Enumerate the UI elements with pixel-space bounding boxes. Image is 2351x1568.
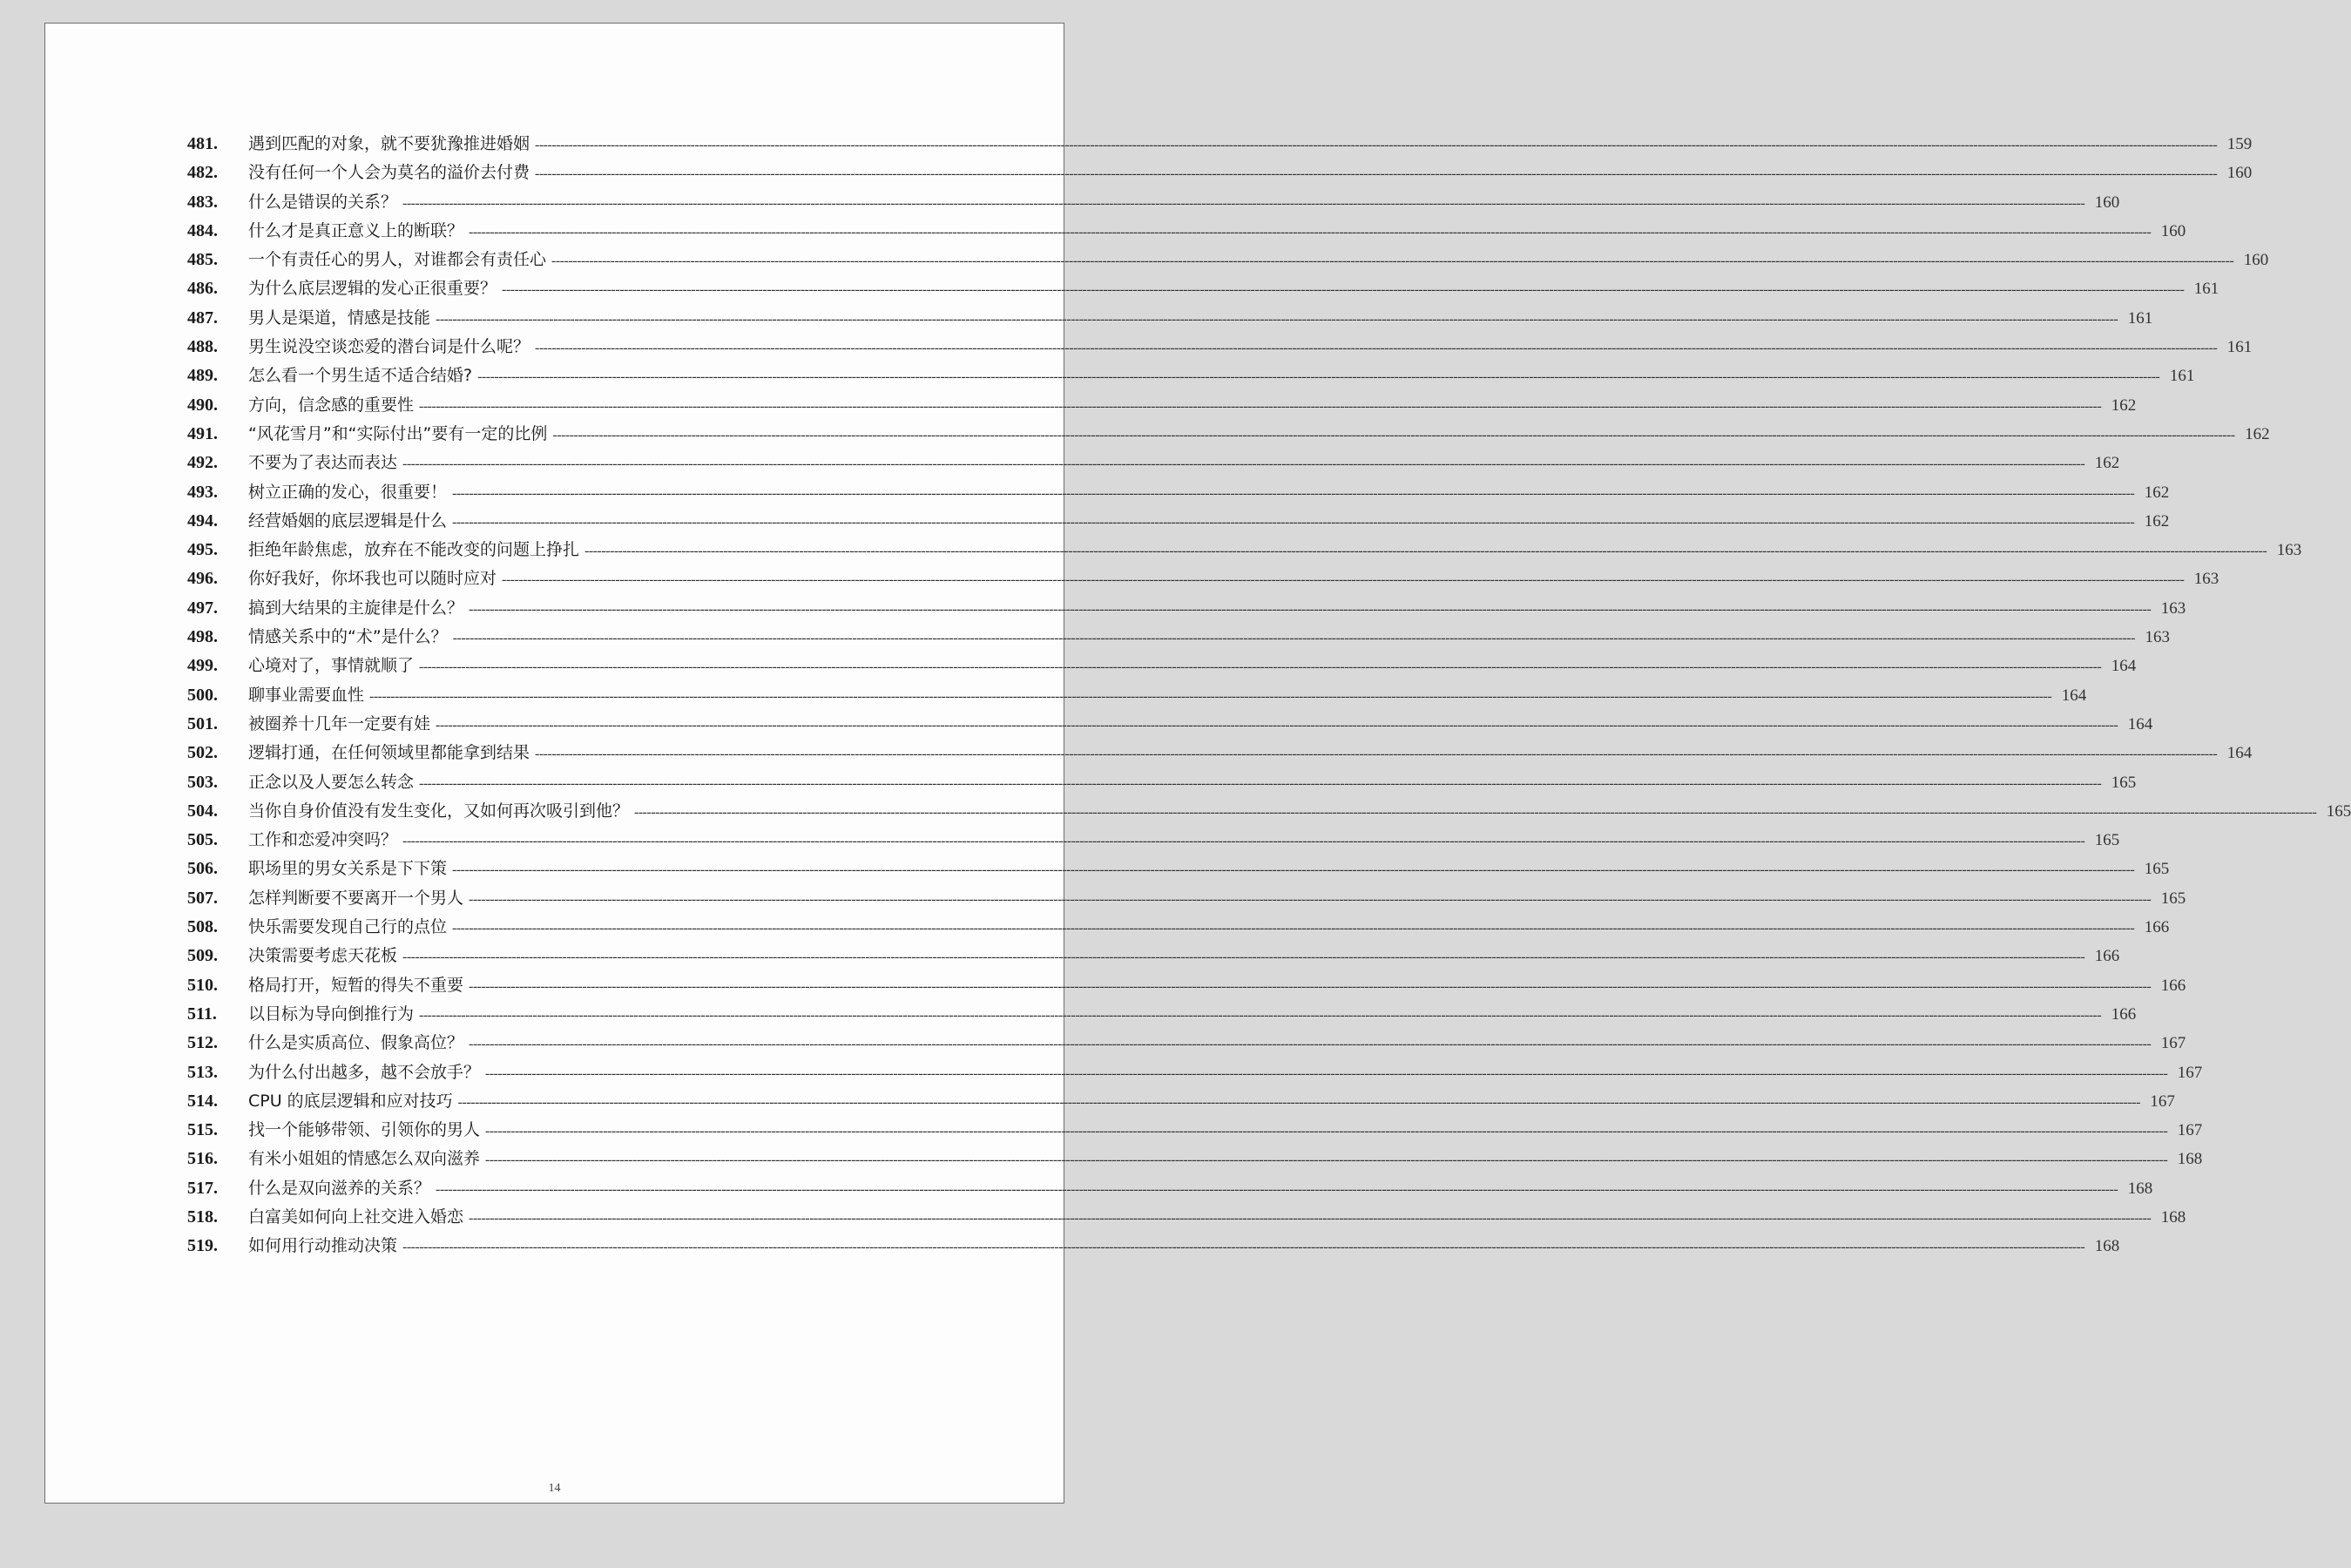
toc-entry	[187, 449, 2120, 478]
toc-entry-title: 遇到匹配的对象，就不要犹豫推进婚姻	[248, 134, 530, 153]
toc-entry	[187, 159, 2253, 188]
toc-leader-dashes: ----------------------------------------------------------------------------------------------------------------------------------------------------------------------------------------------------------------------------------------------------------------------------------------------------------------------------------------------------------------------------------------------------------------	[402, 834, 2085, 849]
toc-leader-dashes: ----------------------------------------------------------------------------------------------------------------------------------------------------------------------------------------------------------------------------------------------------------------------------------------------------------------------------------------------------------------------------------------------------------------	[469, 891, 2152, 907]
toc-entry-title: 工作和恋爱冲突吗？	[248, 830, 398, 850]
toc-entry-number: 488.	[187, 337, 218, 357]
toc-leader-dashes: ----------------------------------------------------------------------------------------------------------------------------------------------------------------------------------------------------------------------------------------------------------------------------------------------------------------------------------------------------------------------------------------------------------------	[634, 804, 2317, 820]
toc-entry-page: 161	[2226, 338, 2253, 357]
toc-entry	[187, 1030, 2186, 1058]
toc-entry-title: 没有任何一个人会为莫名的溢价去付费	[248, 163, 530, 183]
toc-entry-number: 511.	[187, 1004, 217, 1024]
toc-entry	[187, 885, 2186, 914]
toc-leader-dashes: ----------------------------------------------------------------------------------------------------------------------------------------------------------------------------------------------------------------------------------------------------------------------------------------------------------------------------------------------------------------------------------------------------------------	[552, 427, 2235, 443]
toc-entry-page: 162	[2144, 511, 2170, 531]
toc-entry-number: 504.	[187, 801, 218, 821]
toc-entry	[187, 1001, 2137, 1030]
toc-entry	[187, 218, 2186, 247]
toc-entry-page: 165	[2160, 889, 2186, 908]
toc-leader-dashes: ----------------------------------------------------------------------------------------------------------------------------------------------------------------------------------------------------------------------------------------------------------------------------------------------------------------------------------------------------------------------------------------------------------------	[584, 544, 2267, 559]
toc-entry	[187, 624, 2170, 652]
toc-leader-dashes: ----------------------------------------------------------------------------------------------------------------------------------------------------------------------------------------------------------------------------------------------------------------------------------------------------------------------------------------------------------------------------------------------------------------	[485, 1065, 2168, 1081]
toc-leader-dashes: ----------------------------------------------------------------------------------------------------------------------------------------------------------------------------------------------------------------------------------------------------------------------------------------------------------------------------------------------------------------------------------------------------------------	[551, 253, 2234, 269]
toc-entry-page: 168	[2127, 1179, 2153, 1198]
toc-entry-number: 481.	[187, 134, 218, 153]
toc-entry-title: 格局打开，短暂的得失不重要	[248, 975, 464, 995]
toc-entry-page: 167	[2150, 1092, 2175, 1111]
toc-entry	[187, 362, 2195, 391]
toc-entry-number: 514.	[187, 1091, 218, 1111]
toc-entry	[187, 1059, 2203, 1088]
toc-entry-number: 512.	[187, 1033, 218, 1053]
toc-entry-title: 情感关系中的“术”是什么？	[248, 627, 448, 647]
toc-entry-page: 163	[2276, 541, 2302, 560]
toc-entry-number: 482.	[187, 163, 218, 183]
toc-leader-dashes: ----------------------------------------------------------------------------------------------------------------------------------------------------------------------------------------------------------------------------------------------------------------------------------------------------------------------------------------------------------------------------------------------------------------	[402, 195, 2085, 211]
toc-leader-dashes: ----------------------------------------------------------------------------------------------------------------------------------------------------------------------------------------------------------------------------------------------------------------------------------------------------------------------------------------------------------------------------------------------------------------	[452, 485, 2135, 501]
toc-entry	[187, 711, 2153, 740]
toc-leader-dashes: ----------------------------------------------------------------------------------------------------------------------------------------------------------------------------------------------------------------------------------------------------------------------------------------------------------------------------------------------------------------------------------------------------------------	[452, 631, 2135, 646]
toc-entry-title: 以目标为导向倒推行为	[248, 1004, 415, 1024]
toc-entry	[187, 189, 2120, 218]
toc-entry-title: 男人是渠道，情感是技能	[248, 308, 431, 328]
toc-entry	[187, 682, 2087, 711]
page-number: 14	[548, 1482, 561, 1495]
toc-entry-number: 506.	[187, 859, 218, 879]
toc-entry-page: 166	[2160, 976, 2186, 995]
toc-entry-page: 160	[2160, 221, 2186, 240]
toc-entry-title: 搞到大结果的主旋律是什么？	[248, 598, 464, 618]
toc-entry-page: 159	[2226, 135, 2253, 153]
toc-entry-number: 491.	[187, 423, 218, 443]
toc-entry	[187, 740, 2253, 768]
toc-entry	[187, 537, 2302, 565]
toc-entry-page: 164	[2061, 686, 2087, 705]
toc-entry-title: 快乐需要发现自己行的点位	[248, 917, 448, 937]
toc-entry-page: 164	[2111, 657, 2137, 676]
toc-entry-page: 162	[2111, 395, 2137, 415]
toc-entry-page: 164	[2226, 744, 2253, 763]
toc-entry-page: 163	[2193, 570, 2219, 589]
toc-entry-title: 逻辑打通，在任何领域里都能拿到结果	[248, 743, 530, 763]
toc-leader-dashes: ----------------------------------------------------------------------------------------------------------------------------------------------------------------------------------------------------------------------------------------------------------------------------------------------------------------------------------------------------------------------------------------------------------------	[469, 1037, 2152, 1052]
toc-entry-number: 518.	[187, 1206, 218, 1227]
toc-entry	[187, 855, 2170, 884]
toc-leader-dashes: ----------------------------------------------------------------------------------------------------------------------------------------------------------------------------------------------------------------------------------------------------------------------------------------------------------------------------------------------------------------------------------------------------------------	[436, 1181, 2118, 1197]
toc-entry-page: 167	[2160, 1034, 2186, 1053]
toc-entry-page: 163	[2145, 628, 2170, 647]
toc-entry	[187, 1146, 2203, 1174]
toc-leader-dashes: ----------------------------------------------------------------------------------------------------------------------------------------------------------------------------------------------------------------------------------------------------------------------------------------------------------------------------------------------------------------------------------------------------------------	[485, 1152, 2168, 1168]
toc-entry-number: 497.	[187, 598, 218, 618]
toc-entry-number: 516.	[187, 1149, 218, 1169]
toc-entry-page: 167	[2177, 1063, 2203, 1082]
toc-leader-dashes: ----------------------------------------------------------------------------------------------------------------------------------------------------------------------------------------------------------------------------------------------------------------------------------------------------------------------------------------------------------------------------------------------------------------	[535, 166, 2218, 182]
toc-entry-page: 162	[2094, 454, 2120, 473]
toc-entry-title: 什么才是真正意义上的断联？	[248, 220, 464, 240]
toc-entry	[187, 334, 2253, 362]
toc-entry-number: 483.	[187, 192, 218, 212]
toc-entry-number: 495.	[187, 540, 218, 560]
toc-leader-dashes: ----------------------------------------------------------------------------------------------------------------------------------------------------------------------------------------------------------------------------------------------------------------------------------------------------------------------------------------------------------------------------------------------------------------	[402, 456, 2085, 472]
toc-entry-title: 为什么付出越多，越不会放手？	[248, 1062, 481, 1082]
toc-leader-dashes: ----------------------------------------------------------------------------------------------------------------------------------------------------------------------------------------------------------------------------------------------------------------------------------------------------------------------------------------------------------------------------------------------------------------	[535, 747, 2218, 762]
toc-entry-title: 决策需要考虑天花板	[248, 946, 398, 966]
toc-entry-title: 什么是实质高位、假象高位？	[248, 1033, 464, 1053]
toc-entry-number: 510.	[187, 975, 218, 995]
toc-entry-page: 168	[2177, 1150, 2203, 1169]
toc-leader-dashes: ----------------------------------------------------------------------------------------------------------------------------------------------------------------------------------------------------------------------------------------------------------------------------------------------------------------------------------------------------------------------------------------------------------------	[457, 1094, 2140, 1110]
toc-entry-title: 一个有责任心的男人，对谁都会有责任心	[248, 250, 547, 270]
toc-entry	[187, 479, 2170, 508]
toc-entry-title: 白富美如何向上社交进入婚恋	[248, 1206, 464, 1227]
toc-entry-page: 167	[2177, 1121, 2203, 1140]
toc-entry-page: 161	[2193, 280, 2219, 299]
toc-entry	[187, 595, 2186, 624]
toc-entry-title: 为什么底层逻辑的发心正很重要？	[248, 279, 497, 299]
toc-entry-page: 165	[2144, 860, 2170, 879]
toc-entry-title: 聊事业需要血性	[248, 685, 365, 705]
toc-entry-title: 当你自身价值没有发生变化，又如何再次吸引到他？	[248, 801, 630, 821]
toc-entry-title: 树立正确的发心，很重要！	[248, 482, 448, 502]
toc-entry-page: 165	[2326, 801, 2351, 821]
toc-entry-title: 方向，信念感的重要性	[248, 395, 415, 415]
toc-entry-page: 166	[2111, 1004, 2137, 1024]
toc-entry-title: CPU 的底层逻辑和应对技巧	[248, 1091, 453, 1111]
toc-entry-number: 503.	[187, 772, 218, 792]
toc-entry-number: 515.	[187, 1120, 218, 1140]
toc-entry-number: 486.	[187, 279, 218, 299]
toc-entry	[187, 1204, 2186, 1233]
toc-entry-title: “风花雪月”和“实际付出”要有一定的比例	[248, 423, 548, 443]
toc-entry-title: 如何用行动推动决策	[248, 1236, 398, 1256]
toc-entry-page: 168	[2094, 1237, 2120, 1256]
toc-leader-dashes: ----------------------------------------------------------------------------------------------------------------------------------------------------------------------------------------------------------------------------------------------------------------------------------------------------------------------------------------------------------------------------------------------------------------	[477, 369, 2160, 385]
toc-leader-dashes: ----------------------------------------------------------------------------------------------------------------------------------------------------------------------------------------------------------------------------------------------------------------------------------------------------------------------------------------------------------------------------------------------------------------	[402, 950, 2085, 965]
toc-entry-number: 492.	[187, 453, 218, 473]
toc-leader-dashes: ----------------------------------------------------------------------------------------------------------------------------------------------------------------------------------------------------------------------------------------------------------------------------------------------------------------------------------------------------------------------------------------------------------------	[535, 341, 2218, 356]
toc-leader-dashes: ----------------------------------------------------------------------------------------------------------------------------------------------------------------------------------------------------------------------------------------------------------------------------------------------------------------------------------------------------------------------------------------------------------------	[436, 717, 2118, 733]
toc-leader-dashes: ----------------------------------------------------------------------------------------------------------------------------------------------------------------------------------------------------------------------------------------------------------------------------------------------------------------------------------------------------------------------------------------------------------------	[369, 688, 2052, 704]
toc-entry	[187, 652, 2137, 681]
toc-entry-number: 519.	[187, 1236, 218, 1256]
toc-entry-page: 160	[2226, 164, 2253, 183]
toc-leader-dashes: ----------------------------------------------------------------------------------------------------------------------------------------------------------------------------------------------------------------------------------------------------------------------------------------------------------------------------------------------------------------------------------------------------------------	[419, 659, 2102, 675]
toc-leader-dashes: ----------------------------------------------------------------------------------------------------------------------------------------------------------------------------------------------------------------------------------------------------------------------------------------------------------------------------------------------------------------------------------------------------------------	[502, 572, 2185, 588]
toc-entry-page: 162	[2144, 483, 2170, 502]
toc-entry-title: 职场里的男女关系是下下策	[248, 859, 448, 879]
toc-entry	[187, 508, 2170, 537]
toc-entry-title: 怎么看一个男生适不适合结婚?	[248, 366, 473, 386]
toc-entry-number: 501.	[187, 713, 218, 733]
toc-entry-page: 162	[2245, 424, 2270, 443]
toc-entry-page: 166	[2094, 947, 2120, 966]
toc-entry-page: 161	[2169, 367, 2195, 386]
toc-entry-title: 什么是双向滋养的关系？	[248, 1178, 431, 1198]
toc-entry-number: 505.	[187, 830, 218, 850]
toc-entry-number: 496.	[187, 569, 218, 589]
toc-entry	[187, 1175, 2153, 1204]
toc-entry	[187, 769, 2137, 798]
toc-entry-page: 163	[2160, 598, 2186, 618]
toc-entry-page: 166	[2144, 918, 2170, 937]
toc-entry-title: 被圈养十几年一定要有娃	[248, 713, 431, 733]
toc-entry-number: 498.	[187, 627, 218, 647]
toc-entry	[187, 943, 2120, 971]
toc-entry-number: 509.	[187, 946, 218, 966]
toc-entry-page: 161	[2127, 308, 2153, 328]
toc-entry-page: 165	[2094, 831, 2120, 850]
toc-entry-number: 487.	[187, 308, 218, 328]
toc-entry-title: 男生说没空谈恋爱的潜台词是什么呢？	[248, 337, 530, 357]
toc-leader-dashes: ----------------------------------------------------------------------------------------------------------------------------------------------------------------------------------------------------------------------------------------------------------------------------------------------------------------------------------------------------------------------------------------------------------------	[469, 1210, 2152, 1226]
toc-entry	[187, 827, 2120, 855]
toc-entry-number: 485.	[187, 250, 218, 270]
toc-entry-page: 168	[2160, 1207, 2186, 1227]
toc-leader-dashes: ----------------------------------------------------------------------------------------------------------------------------------------------------------------------------------------------------------------------------------------------------------------------------------------------------------------------------------------------------------------------------------------------------------------	[452, 862, 2135, 878]
toc-entry-title: 有米小姐姐的情感怎么双向滋养	[248, 1149, 481, 1169]
toc-entry	[187, 914, 2170, 943]
toc-entry-title: 怎样判断要不要离开一个男人	[248, 888, 464, 908]
toc-leader-dashes: ----------------------------------------------------------------------------------------------------------------------------------------------------------------------------------------------------------------------------------------------------------------------------------------------------------------------------------------------------------------------------------------------------------------	[535, 138, 2218, 152]
toc-entry	[187, 972, 2186, 1001]
toc-leader-dashes: ----------------------------------------------------------------------------------------------------------------------------------------------------------------------------------------------------------------------------------------------------------------------------------------------------------------------------------------------------------------------------------------------------------------	[419, 775, 2102, 791]
toc-entry-number: 502.	[187, 743, 218, 763]
toc-entry-number: 500.	[187, 685, 218, 705]
toc-entry-title: 你好我好，你坏我也可以随时应对	[248, 569, 497, 589]
toc-leader-dashes: ----------------------------------------------------------------------------------------------------------------------------------------------------------------------------------------------------------------------------------------------------------------------------------------------------------------------------------------------------------------------------------------------------------------	[402, 1240, 2085, 1255]
toc-entry	[187, 247, 2269, 275]
toc-leader-dashes: ----------------------------------------------------------------------------------------------------------------------------------------------------------------------------------------------------------------------------------------------------------------------------------------------------------------------------------------------------------------------------------------------------------------	[469, 978, 2152, 994]
toc-entry-number: 494.	[187, 510, 218, 531]
toc-leader-dashes: ----------------------------------------------------------------------------------------------------------------------------------------------------------------------------------------------------------------------------------------------------------------------------------------------------------------------------------------------------------------------------------------------------------------	[419, 1007, 2102, 1023]
toc-entry-title: 什么是错误的关系？	[248, 192, 398, 212]
toc-leader-dashes: ----------------------------------------------------------------------------------------------------------------------------------------------------------------------------------------------------------------------------------------------------------------------------------------------------------------------------------------------------------------------------------------------------------------	[452, 921, 2135, 936]
toc-entry	[187, 392, 2137, 421]
toc-leader-dashes: ----------------------------------------------------------------------------------------------------------------------------------------------------------------------------------------------------------------------------------------------------------------------------------------------------------------------------------------------------------------------------------------------------------------	[485, 1124, 2168, 1139]
toc-leader-dashes: ----------------------------------------------------------------------------------------------------------------------------------------------------------------------------------------------------------------------------------------------------------------------------------------------------------------------------------------------------------------------------------------------------------------	[469, 601, 2152, 617]
table-of-contents	[187, 131, 2351, 1262]
toc-entry-number: 484.	[187, 220, 218, 240]
toc-entry-number: 493.	[187, 482, 218, 502]
toc-entry	[187, 1233, 2120, 1261]
toc-entry-title: 不要为了表达而表达	[248, 453, 398, 473]
toc-entry-number: 517.	[187, 1178, 218, 1198]
toc-entry-title: 心境对了，事情就顺了	[248, 656, 415, 676]
toc-entry	[187, 305, 2153, 334]
toc-entry	[187, 798, 2351, 827]
toc-entry	[187, 1117, 2203, 1146]
toc-entry-page: 165	[2111, 773, 2137, 792]
toc-entry-number: 490.	[187, 395, 218, 415]
toc-entry-title: 拒绝年龄焦虑，放弃在不能改变的问题上挣扎	[248, 540, 580, 560]
toc-leader-dashes: ----------------------------------------------------------------------------------------------------------------------------------------------------------------------------------------------------------------------------------------------------------------------------------------------------------------------------------------------------------------------------------------------------------------	[419, 398, 2102, 414]
toc-entry-title: 正念以及人要怎么转念	[248, 772, 415, 792]
toc-entry-number: 507.	[187, 888, 218, 908]
toc-entry	[187, 1088, 2175, 1117]
toc-entry-number: 513.	[187, 1062, 218, 1082]
toc-entry-number: 508.	[187, 917, 218, 937]
toc-entry	[187, 275, 2219, 304]
toc-leader-dashes: ----------------------------------------------------------------------------------------------------------------------------------------------------------------------------------------------------------------------------------------------------------------------------------------------------------------------------------------------------------------------------------------------------------------	[502, 282, 2185, 298]
toc-entry	[187, 131, 2253, 159]
toc-leader-dashes: ----------------------------------------------------------------------------------------------------------------------------------------------------------------------------------------------------------------------------------------------------------------------------------------------------------------------------------------------------------------------------------------------------------------	[469, 224, 2152, 240]
toc-entry-page: 160	[2243, 251, 2269, 270]
toc-entry-title: 经营婚姻的底层逻辑是什么	[248, 510, 448, 531]
toc-entry	[187, 565, 2219, 594]
toc-entry-page: 160	[2094, 193, 2120, 212]
toc-entry	[187, 421, 2270, 449]
toc-entry-number: 499.	[187, 656, 218, 676]
toc-entry-title: 找一个能够带领、引领你的男人	[248, 1120, 481, 1140]
toc-leader-dashes: ----------------------------------------------------------------------------------------------------------------------------------------------------------------------------------------------------------------------------------------------------------------------------------------------------------------------------------------------------------------------------------------------------------------	[452, 514, 2135, 530]
toc-entry-page: 164	[2127, 714, 2153, 733]
toc-leader-dashes: ----------------------------------------------------------------------------------------------------------------------------------------------------------------------------------------------------------------------------------------------------------------------------------------------------------------------------------------------------------------------------------------------------------------	[436, 311, 2118, 327]
document-page	[44, 23, 2351, 1504]
toc-entry-number: 489.	[187, 366, 218, 386]
